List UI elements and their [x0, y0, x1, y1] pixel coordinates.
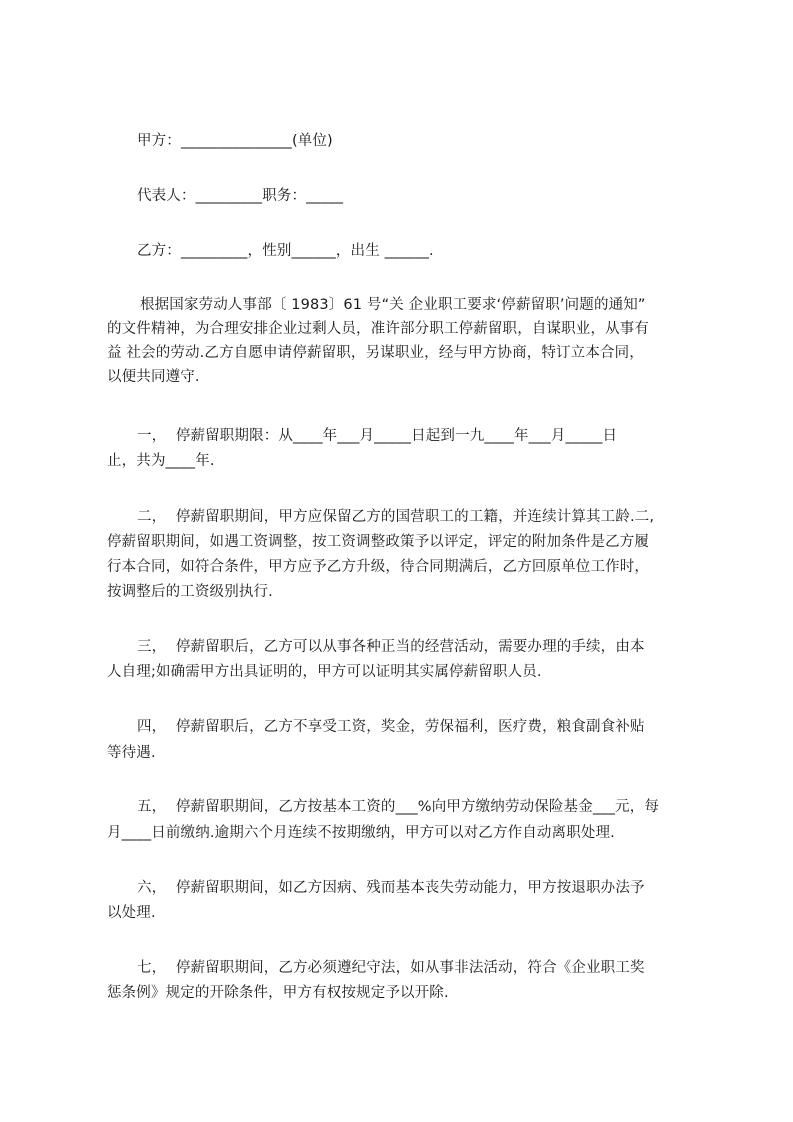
clause-line: 惩条例》规定的开除条件，甲方有权按规定予以开除.	[107, 985, 449, 1001]
preamble-line: 的文件精神，为合理安排企业过剩人员，准许部分职工停薪留职，自谋职业，从事有	[107, 321, 650, 337]
party-b-line: 乙方：_________，性别______，出生 ______.	[137, 243, 434, 259]
clause-line: 以处理.	[107, 905, 156, 921]
preamble-line: 益 社会的劳动.乙方自愿申请停薪留职，另谋职业，经与甲方协商，特订立本合同，	[107, 345, 644, 361]
clause-line: 一， 停薪留职期限：从____年___月_____日起到一九____年___月_____日	[137, 428, 618, 444]
clause-line: 停薪留职期间，如遇工资调整，按工资调整政策予以评定，评定的附加条件是乙方履	[107, 534, 650, 550]
clause-line: 月____日前缴纳.逾期六个月连续不按期缴纳，甲方可以对乙方作自动离职处理.	[107, 825, 615, 841]
preamble-line: 以便共同遵守.	[107, 369, 200, 385]
clause-line: 六， 停薪留职期间，如乙方因病、残而基本丧失劳动能力，甲方按退职办法予	[137, 880, 645, 896]
clause-line: 三， 停薪留职后，乙方可以从事各种正当的经营活动，需要办理的手续，由本	[137, 639, 645, 655]
clause-line: 止，共为____年.	[107, 453, 215, 469]
clause-line: 等待遇.	[107, 745, 156, 761]
clause-line: 二， 停薪留职期间，甲方应保留乙方的国营职工的工籍，并连续计算其工龄.二,	[137, 509, 655, 525]
party-a-line: 甲方：_______________(单位)	[137, 133, 333, 149]
clause-line: 行本合同，如符合条件，甲方应予乙方升级，待合同期满后，乙方回原单位工作时，	[107, 559, 650, 575]
clause-line: 五， 停薪留职期间，乙方按基本工资的___%向甲方缴纳劳动保险基金___元，每	[137, 799, 659, 815]
clause-line: 四， 停薪留职后，乙方不享受工资，奖金，劳保福利，医疗费，粮食副食补贴	[137, 719, 645, 735]
clause-line: 按调整后的工资级别执行.	[107, 584, 273, 600]
preamble-line: 根据国家劳动人事部〔 1983〕61 号“关 企业职工要求‘停薪留职’问题的通知”	[140, 297, 646, 313]
clause-line: 人自理;如确需甲方出具证明的，甲方可以证明其实属停薪留职人员.	[107, 664, 542, 680]
clause-line: 七， 停薪留职期间，乙方必须遵纪守法，如从事非法活动，符合《企业职工奖	[137, 960, 645, 976]
representative-line: 代表人：_________职务：_____	[137, 188, 344, 204]
